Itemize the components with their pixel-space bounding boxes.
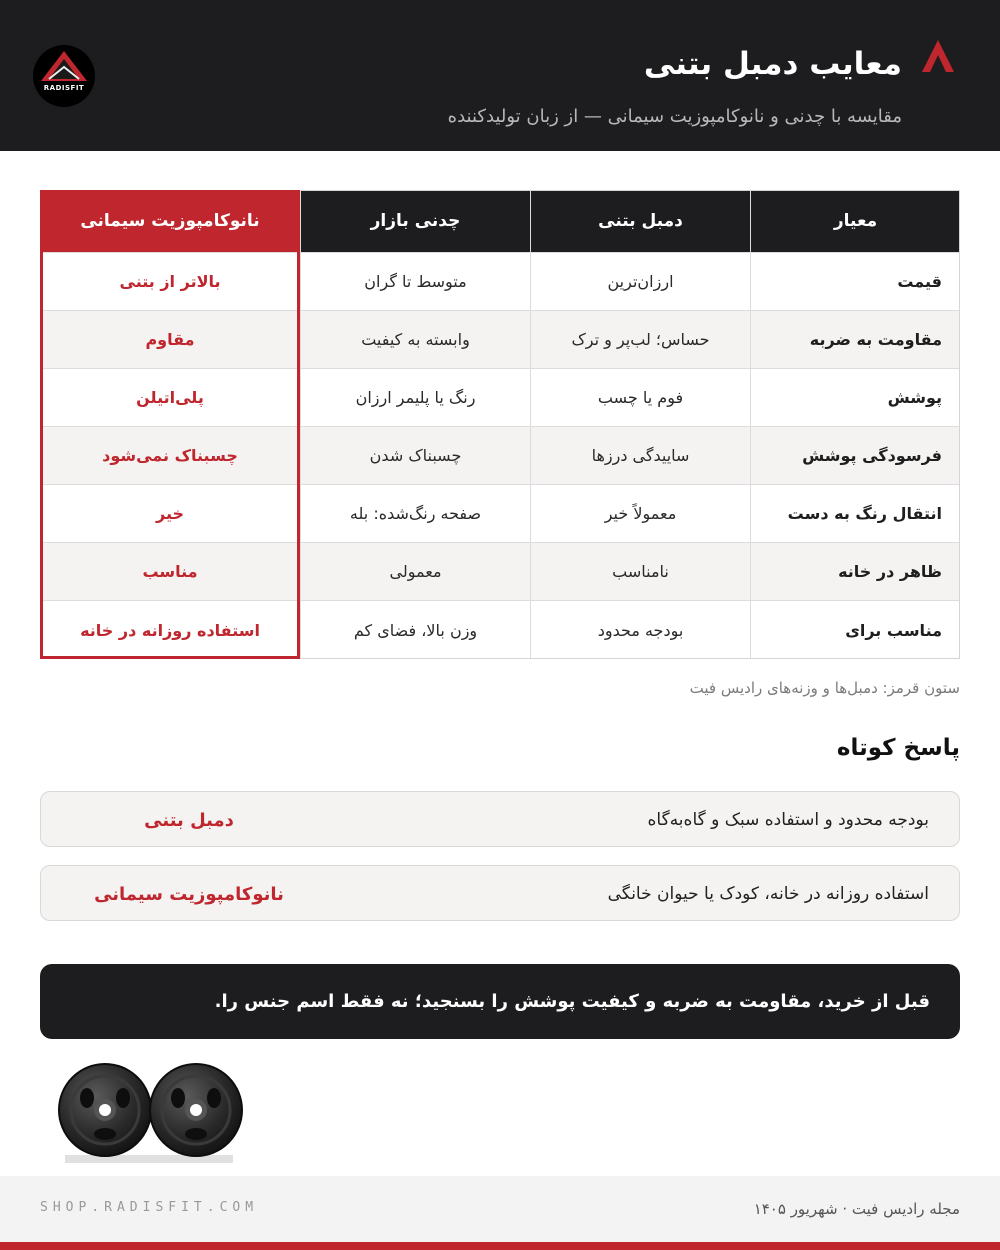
concrete-cell: حساس؛ لب‌پر و ترک (531, 310, 750, 368)
concrete-cell: معمولاً خیر (531, 484, 750, 542)
castiron-cell: وزن بالا، فضای کم (301, 600, 530, 659)
header-nano: نانوکامپوزیت سیمانی (40, 190, 300, 252)
answer-description: بودجه محدود و استفاده سبک و گاه‌به‌گاه (647, 810, 929, 830)
answer-card (40, 791, 960, 847)
castiron-cell: رنگ یا پلیمر ارزان (301, 368, 530, 426)
criteria-cell: پوشش (751, 368, 960, 426)
page-subtitle: مقایسه با چدنی و نانوکامپوزیت سیمانی — از زبان تولیدکننده (447, 106, 902, 127)
answer-card (40, 865, 960, 921)
concrete-cell: نامناسب (531, 542, 750, 600)
castiron-cell: معمولی (301, 542, 530, 600)
plate-icon (150, 1064, 242, 1156)
weight-plates-image (55, 1060, 250, 1170)
criteria-cell: مقاومت به ضربه (751, 310, 960, 368)
concrete-cell: بودجه محدود (531, 600, 750, 659)
logo-emblem-icon (33, 45, 95, 107)
concrete-cell: فوم یا چسب (531, 368, 750, 426)
header-criteria: معیار (751, 190, 960, 252)
comparison-table (40, 190, 960, 659)
site-link[interactable]: SHOP.RADISFIT.COM (40, 1199, 259, 1215)
castiron-cell: صفحه رنگ‌شده: بله (301, 484, 530, 542)
plate-icon (59, 1064, 151, 1156)
criteria-cell: فرسودگی پوشش (751, 426, 960, 484)
nano-cell: مقاوم (40, 310, 300, 368)
criteria-cell: انتقال رنگ به دست (751, 484, 960, 542)
page-header (0, 0, 1000, 151)
logo-wordmark: RADISFIT (43, 84, 85, 92)
table-note: ستون قرمز: دمبل‌ها و وزنه‌های رادیس فیت (689, 679, 960, 697)
bottom-accent-bar (0, 1242, 1000, 1250)
page-footer (0, 1176, 1000, 1242)
answer-description: استفاده روزانه در خانه، کودک یا حیوان خانگی (607, 884, 929, 904)
brand-triangle-icon (920, 38, 956, 74)
nano-cell: استفاده روزانه در خانه (40, 600, 300, 659)
concrete-column (530, 190, 751, 659)
criteria-cell: قیمت (751, 252, 960, 310)
concrete-cell: ارزان‌ترین (531, 252, 750, 310)
short-answer-title: پاسخ کوتاه (836, 735, 960, 761)
nano-cell: چسبناک نمی‌شود (40, 426, 300, 484)
page-title: معایب دمبل بتنی (643, 46, 902, 82)
concrete-cell: ساییدگی درزها (531, 426, 750, 484)
nano-cell: خیر (40, 484, 300, 542)
callout-box (40, 964, 960, 1039)
nano-cell: بالاتر از بتنی (40, 252, 300, 310)
callout-text: قبل از خرید، مقاومت به ضربه و کیفیت پوشش را بسنجید؛ نه فقط اسم جنس را. (214, 991, 930, 1012)
radisfit-logo[interactable] (33, 45, 95, 107)
nano-cell: مناسب (40, 542, 300, 600)
nano-cell: پلی‌اتیلن (40, 368, 300, 426)
criteria-cell: مناسب برای (751, 600, 960, 659)
criteria-cell: ظاهر در خانه (751, 542, 960, 600)
answer-value: دمبل بتنی (144, 809, 234, 831)
castiron-cell: متوسط تا گران (301, 252, 530, 310)
answer-value: نانوکامپوزیت سیمانی (94, 883, 284, 905)
header-concrete: دمبل بتنی (531, 190, 750, 252)
criteria-column (751, 190, 960, 659)
castiron-cell: چسبناک شدن (301, 426, 530, 484)
footer-magazine: مجله رادیس فیت · شهریور ۱۴۰۵ (753, 1200, 960, 1218)
castiron-column (300, 190, 530, 659)
castiron-cell: وابسته به کیفیت (301, 310, 530, 368)
header-castiron: چدنی بازار (301, 190, 530, 252)
nano-column (40, 190, 300, 659)
